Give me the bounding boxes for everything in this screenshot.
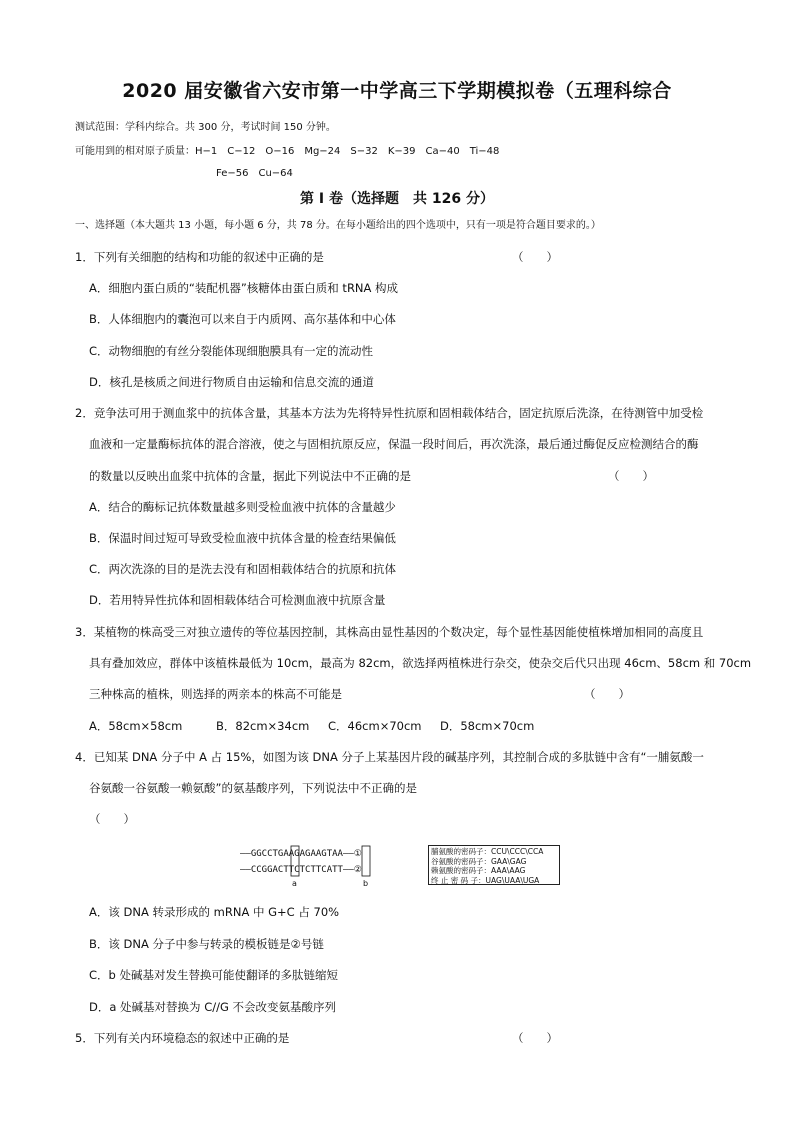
q3-stem-line1: 3．某植物的株高受三对独立遗传的等位基因控制，其株高由显性基因的个数决定，每个显性基因能使植株增加相同的高度且 xyxy=(75,625,704,639)
q1-option-d: D．核孔是核质之间进行物质自由运输和信息交流的通道 xyxy=(89,375,374,389)
q5-answer-paren: （ ） xyxy=(512,1031,558,1045)
mark-b-label: b xyxy=(363,879,369,888)
q4-option-a: A．该 DNA 转录形成的 mRNA 中 G+C 占 70% xyxy=(89,905,340,919)
q4-option-d: D．a 处碱基对替换为 C//G 不会改变氨基酸序列 xyxy=(89,1000,337,1014)
q3-stem-line2: 具有叠加效应，群体中该植株最低为 10cm，最高为 82cm，欲选择两植株进行杂交，使杂交后代只出现 46cm、58cm 和 70cm xyxy=(89,656,752,670)
mark-b-box xyxy=(362,846,370,876)
q3-option-d: D．58cm×70cm xyxy=(440,719,535,733)
q4-answer-paren: （ ） xyxy=(89,812,135,826)
dna-strand-1: ——GGCCTGAAGAGAAGTAA——① xyxy=(240,849,362,859)
q4-option-c: C．b 处碱基对发生替换可能使翻译的多肽链缩短 xyxy=(89,968,338,982)
exam-title: 2020 届安徽省六安市第一中学高三下学期模拟卷（五理科综合 xyxy=(122,80,672,102)
dna-strand-2: ——CCGGACTTCTCTTCATT——② xyxy=(240,865,362,875)
q2-stem-line3: 的数量以反映出血浆中抗体的含量，据此下列说法中不正确的是 xyxy=(89,469,411,483)
q4-stem-line2: 谷氨酸一谷氨酸一赖氨酸”的氨基酸序列，下列说法中不正确的是 xyxy=(89,781,417,795)
q2-answer-paren: （ ） xyxy=(608,469,654,483)
q3-answer-paren: （ ） xyxy=(584,687,630,701)
test-scope: 测试范围：学科内综合。共 300 分，考试时间 150 分钟。 xyxy=(75,122,336,133)
q2-stem-line1: 2．竞争法可用于测血浆中的抗体含量，其基本方法为先将特异性抗原和固相载体结合，固定抗原后洗涤，在待测管中加受检 xyxy=(75,406,704,420)
q3-option-a: A．58cm×58cm xyxy=(89,719,183,733)
codon-row: 脯氨酸的密码子：CCU\CCC\CCA xyxy=(431,847,544,856)
q2-option-a: A．结合的酶标记抗体数量越多则受检血液中抗体的含量越少 xyxy=(89,500,396,514)
q1-stem: 1．下列有关细胞的结构和功能的叙述中正确的是 xyxy=(75,250,324,264)
section-title: 第 I 卷（选择题 共 126 分） xyxy=(300,191,494,207)
q2-stem-line2: 血液和一定量酶标抗体的混合溶液，使之与固相抗原反应，保温一段时间后，再次洗涤，最后通过酶促反应检测结合的酶 xyxy=(89,437,699,451)
q5-stem: 5．下列有关内环境稳态的叙述中正确的是 xyxy=(75,1031,290,1045)
codon-table xyxy=(428,845,560,885)
q2-option-b: B．保温时间过短可导致受检血液中抗体含量的检查结果偏低 xyxy=(89,531,396,545)
q3-option-c: C．46cm×70cm xyxy=(328,719,422,733)
section-instructions: 一、选择题（本大题共 13 小题，每小题 6 分，共 78 分。在每小题给出的四个选项中，只有一项是符合题目要求的。） xyxy=(75,220,601,231)
q1-option-b: B．人体细胞内的囊泡可以来自于内质网、高尔基体和中心体 xyxy=(89,312,396,326)
atomic-masses-line1: 可能用到的相对原子质量：H−1 C−12 O−16 Mg−24 S−32 K−39 Ca−40 Ti−48 xyxy=(75,146,500,157)
q3-stem-line3: 三种株高的植株，则选择的两亲本的株高不可能是 xyxy=(89,687,342,701)
dna-strands-svg xyxy=(240,844,430,890)
q3-option-b: B．82cm×34cm xyxy=(216,719,310,733)
q4-stem-line1: 4．已知某 DNA 分子中 A 占 15%，如图为该 DNA 分子上某基因片段的碱基序列，其控制合成的多肽链中含有“一脯氨酸一 xyxy=(75,750,704,764)
q1-answer-paren: （ ） xyxy=(512,250,558,264)
q1-option-c: C．动物细胞的有丝分裂能体现细胞膜具有一定的流动性 xyxy=(89,344,374,358)
q1-option-a: A．细胞内蛋白质的“装配机器”核糖体由蛋白质和 tRNA 构成 xyxy=(89,281,399,295)
q2-option-d: D．若用特异性抗体和固相载体结合可检测血液中抗原含量 xyxy=(89,593,386,607)
codon-row: 谷氨酸的密码子：GAA\GAG xyxy=(431,856,527,866)
atomic-masses-line2: Fe−56 Cu−64 xyxy=(216,168,293,179)
codon-row: 终 止 密 码 子：UAG\UAA\UGA xyxy=(431,875,540,885)
q4-option-b: B．该 DNA 分子中参与转录的模板链是②号链 xyxy=(89,937,324,951)
mark-a-label: a xyxy=(292,879,297,888)
codon-row: 赖氨酸的密码子：AAA\AAG xyxy=(431,866,526,875)
q2-option-c: C．两次洗涤的目的是洗去没有和固相载体结合的抗原和抗体 xyxy=(89,562,397,576)
